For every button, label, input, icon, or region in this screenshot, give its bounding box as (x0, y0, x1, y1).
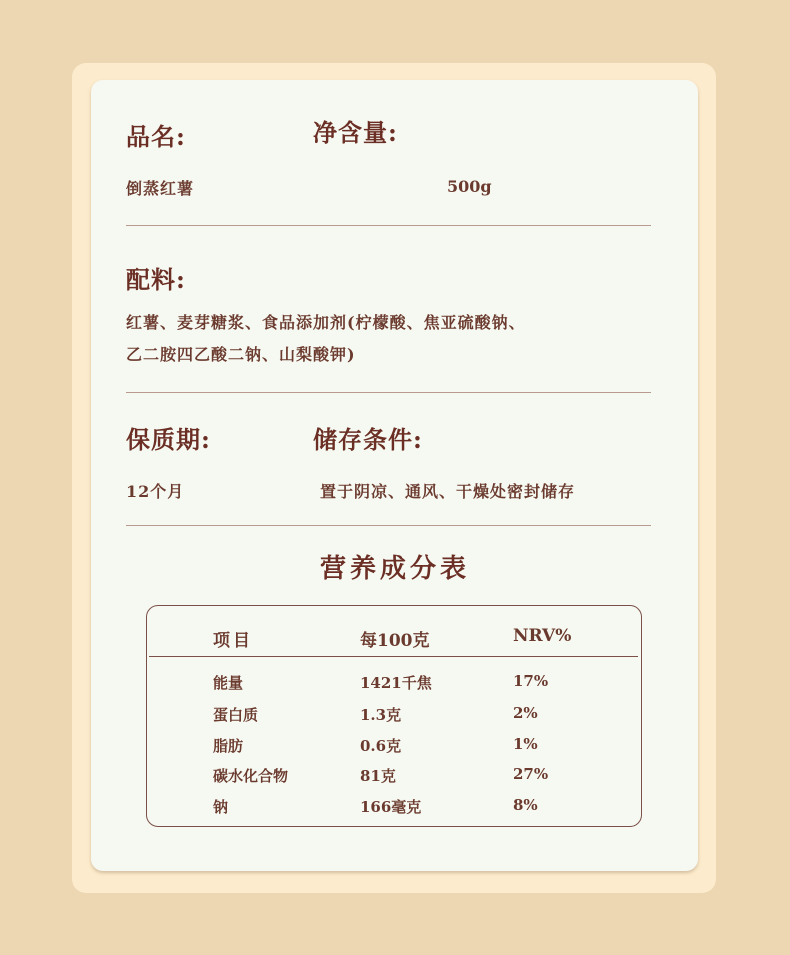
row-energy-value: 1421千焦 (360, 674, 432, 692)
shelf-life-value: 12个月 (126, 482, 185, 501)
row-sodium-name: 钠 (213, 798, 229, 816)
nutrition-title: 营养成分表 (319, 554, 470, 584)
row-carbs-nrv: 27% (513, 765, 549, 783)
net-content-value: 500g (447, 177, 492, 196)
row-energy-name: 能量 (213, 674, 244, 692)
row-fat-name: 脂肪 (213, 737, 244, 755)
storage-value: 置于阴凉、通风、干燥处密封储存 (320, 482, 576, 501)
divider-1 (126, 225, 651, 226)
table-header-divider (149, 656, 638, 657)
row-sodium-nrv: 8% (513, 796, 538, 814)
row-protein-name: 蛋白质 (213, 706, 259, 724)
shelf-life-label: 保质期: (126, 425, 211, 454)
row-fat-nrv: 1% (513, 735, 538, 753)
row-protein-value: 1.3克 (360, 706, 402, 724)
row-protein-nrv: 2% (513, 704, 538, 722)
ingredients-text (126, 307, 666, 371)
net-content-label: 净含量: (313, 118, 398, 147)
ingredients-label: 配料: (126, 265, 186, 294)
row-carbs-value: 81克 (360, 767, 396, 785)
row-energy-nrv: 17% (513, 672, 549, 690)
row-sodium-value: 166毫克 (360, 798, 422, 816)
product-name-value: 倒蒸红薯 (126, 179, 195, 198)
row-carbs-name: 碳水化合物 (213, 767, 289, 785)
ingredients-line-2: 乙二胺四乙酸二钠、山梨酸钾) (126, 345, 356, 364)
divider-2 (126, 392, 651, 393)
product-name-label: 品名: (126, 122, 186, 151)
storage-label: 储存条件: (313, 425, 423, 454)
header-item: 项目 (213, 631, 253, 651)
ingredients-line-1: 红薯、麦芽糖浆、食品添加剂(柠檬酸、焦亚硫酸钠、 (126, 313, 526, 332)
row-fat-value: 0.6克 (360, 737, 402, 755)
header-nrv: NRV% (513, 626, 572, 646)
header-per-100g: 每100克 (360, 631, 430, 651)
divider-3 (126, 525, 651, 526)
